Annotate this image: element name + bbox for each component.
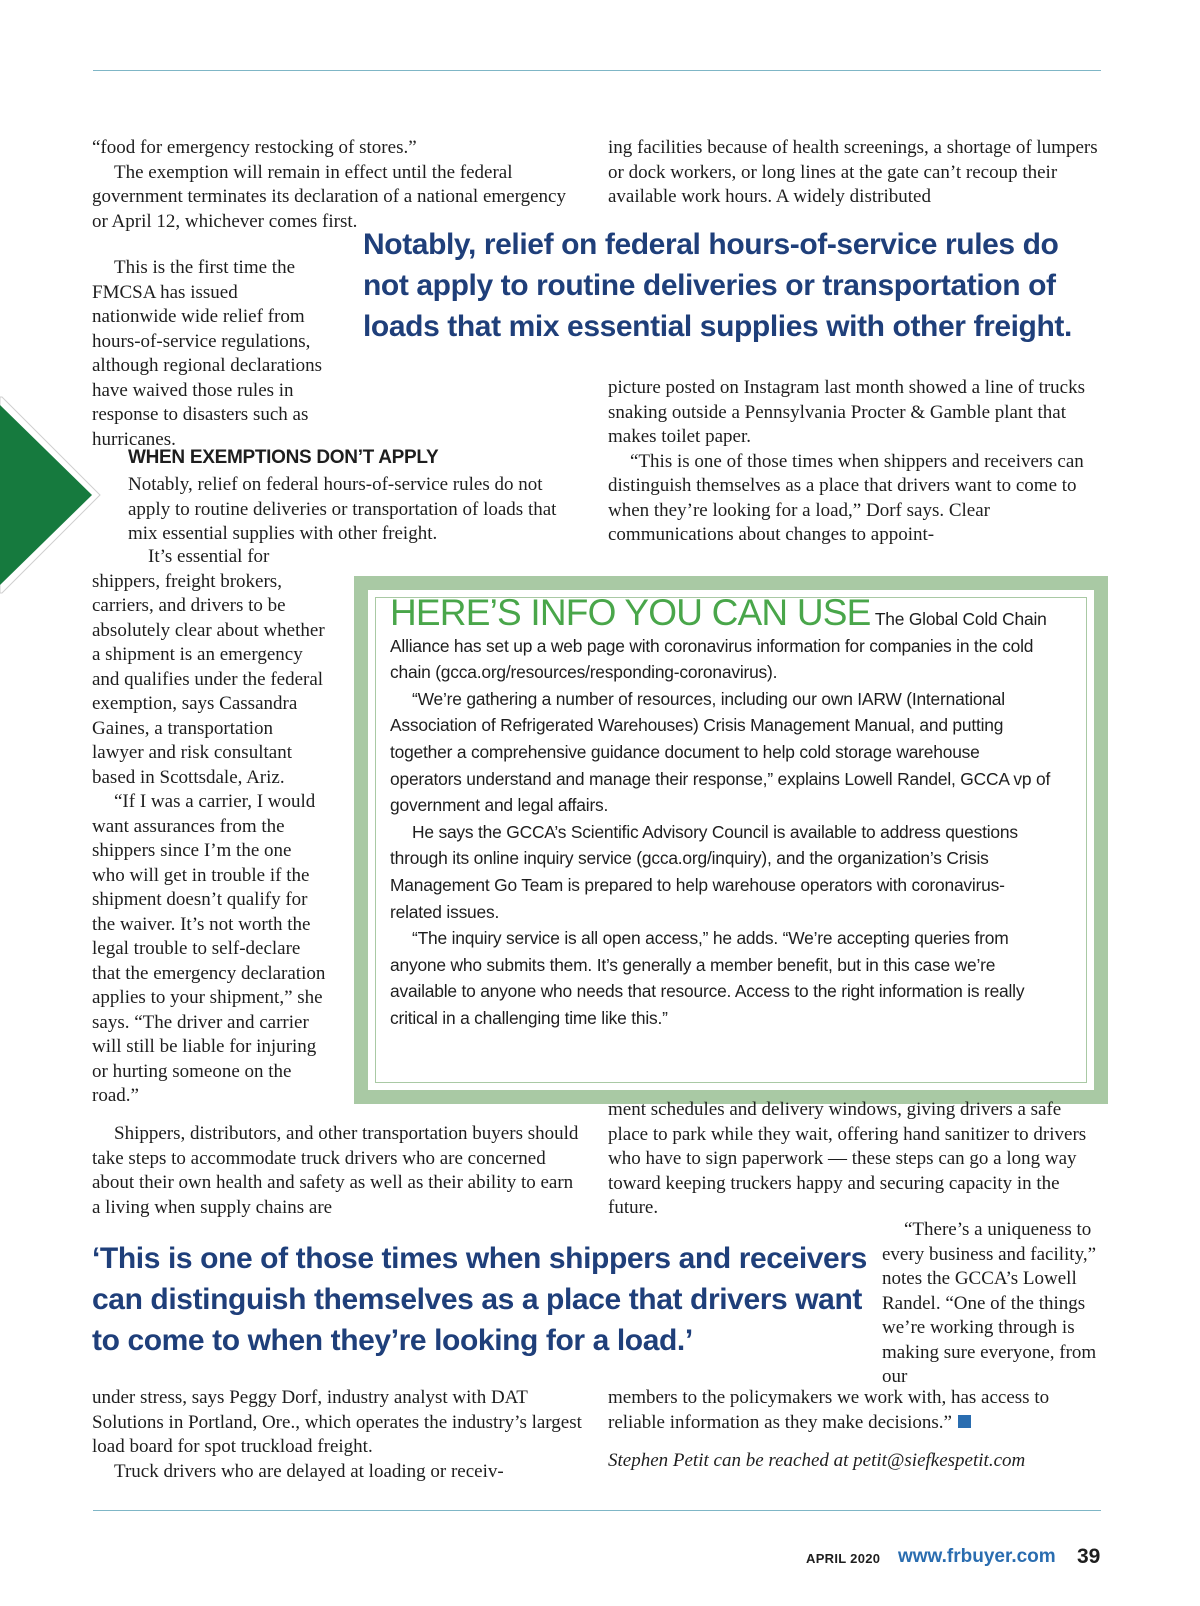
paragraph-text: The exemption will remain in effect until the federal government terminates its declaration of a national emergency or April 12, whichever comes first.: [92, 161, 566, 232]
right-column-mid: [608, 376, 1100, 548]
paragraph: “There’s a uniqueness to every business and facility,” notes the GCCA’s Lowell Randel. “One of the things we’re working through is making sure everyone, from our: [882, 1219, 1097, 1387]
end-mark-icon: [958, 1415, 971, 1428]
sidebar-lead: The Global Cold Chain Alliance has set up a web page with coronavirus information for companies in the cold chain (gcca.org/resources/responding-coronavirus).: [390, 609, 1047, 683]
paragraph: “If I was a carrier, I would want assurances from the shippers since I’m the one who will get in trouble if the shipment doesn’t qualify for the waiver. It’s not worth the legal trouble to self-declare that the emergency declaration applies to your shipment,” she says. “The driver and carrier will still be liable for injuring or hurting someone on the road.”: [92, 791, 326, 1106]
byline: Stephen Petit can be reached at petit@siefkespetit.com: [608, 1450, 1026, 1471]
paragraph: “This is one of those times when shippers and receivers can distinguish themselves as a place that drivers want to come to when they’re looking for a load,” Dorf says. Clear communications about changes to appoint-: [608, 450, 1084, 545]
left-column-last: [92, 1386, 582, 1484]
sidebar-paragraph: “We’re gathering a number of resources, including our own IARW (International Association of Refrigerated Warehouses) Crisis Management Manual, and putting together a comprehensive guidance document to help cold storage warehouse operators understand and manage their response,” explains Lowell Randel, GCCA vp of government and legal affairs.: [390, 688, 1051, 816]
header-rule: [93, 70, 1101, 71]
paragraph: This is the first time the FMCSA has issued nationwide wide relief from hours-of-service regulations, although regional declarations have waived those rules in response to disasters such as hurricanes.: [92, 257, 323, 450]
sidebar-paragraph: “The inquiry service is all open access,” he adds. “We’re accepting queries from anyone who submits them. It’s generally a member benefit, but in this case we’re available to anyone who needs that resource. Access to the right information is really critical in a challenging time like this.”: [390, 928, 1025, 1028]
footer-date: APRIL 2020: [806, 1551, 881, 1566]
paragraph: Notably, relief on federal hours-of-service rules do not apply to routine deliveries or transportation of loads that mix essential supplies with other freight.: [128, 474, 557, 544]
sidebar-paragraph: He says the GCCA’s Scientific Advisory Council is available to address questions through its online inquiry service (gcca.org/inquiry), and the organization’s Crisis Management Go Team is prepared to help warehouse operators with coronavirus-related issues.: [390, 821, 1018, 922]
section-heading: WHEN EXEMPTIONS DON’T APPLY: [128, 447, 439, 468]
paragraph: Truck drivers who are delayed at loading or receiv-: [114, 1460, 504, 1482]
right-column-bottom: ment schedules and delivery windows, giving drivers a safe place to park while they wait, offering hand sanitizer to drivers who have to sign paperwork — these steps can go a long way toward keeping truckers happy and securing capacity in the future.: [608, 1099, 1087, 1218]
sidebar-heading: HERE’S INFO YOU CAN USE: [390, 592, 871, 633]
right-column-narrow: [882, 1218, 1098, 1390]
paragraph: “food for emergency restocking of stores.”: [92, 137, 417, 158]
footer-url[interactable]: www.frbuyer.com: [898, 1546, 1056, 1567]
page-number: 39: [1077, 1545, 1101, 1568]
left-column-narrow-2: [92, 545, 328, 1109]
paragraph: picture posted on Instagram last month showed a line of trucks snaking outside a Pennsylvania Procter & Gamble plant that makes toilet paper.: [608, 377, 1086, 447]
left-column-bottom: [92, 1122, 582, 1220]
left-column-mid: [128, 473, 568, 547]
right-column-end: [608, 1386, 1103, 1474]
right-column-top: ing facilities because of health screenings, a shortage of lumpers or dock workers, or long lines at the gate can’t recoup their available work hours. A widely distributed: [608, 137, 1098, 207]
pull-quote-top: Notably, relief on federal hours-of-service rules do not apply to routine deliveries or transportation of loads that mix essential supplies with other freight.: [363, 228, 1072, 343]
left-column-narrow: [92, 256, 324, 452]
paragraph: [92, 161, 580, 235]
paragraph: Shippers, distributors, and other transportation buyers should take steps to accommodate truck drivers who are concerned about their own health and safety as well as their ability to earn a living when supply chains are: [92, 1123, 579, 1218]
paragraph: under stress, says Peggy Dorf, industry analyst with DAT Solutions in Portland, Ore., which operates the industry’s largest load board for spot truckload freight.: [92, 1387, 582, 1457]
paragraph: It’s essential for shippers, freight brokers, carriers, and drivers to be absolutely clear about whether a shipment is an emergency and qualifies under the federal exemption, says Cassandra Gaines, a transportation lawyer and risk consultant based in Scottsdale, Ariz.: [92, 546, 325, 788]
pull-quote-bottom: ‘This is one of those times when shippers and receivers can distinguish themselves as a place that drivers want to come to when they’re looking for a load.’: [92, 1242, 867, 1357]
footer-rule: [93, 1510, 1101, 1511]
sidebar-content: [390, 592, 1055, 1032]
paragraph: [608, 1386, 1103, 1435]
left-column-top: [92, 136, 582, 234]
paragraph-text: members to the policymakers we work with, has access to reliable information as they make decisions.”: [608, 1387, 1050, 1433]
sidebar-lead-paragraph: [390, 592, 1055, 686]
